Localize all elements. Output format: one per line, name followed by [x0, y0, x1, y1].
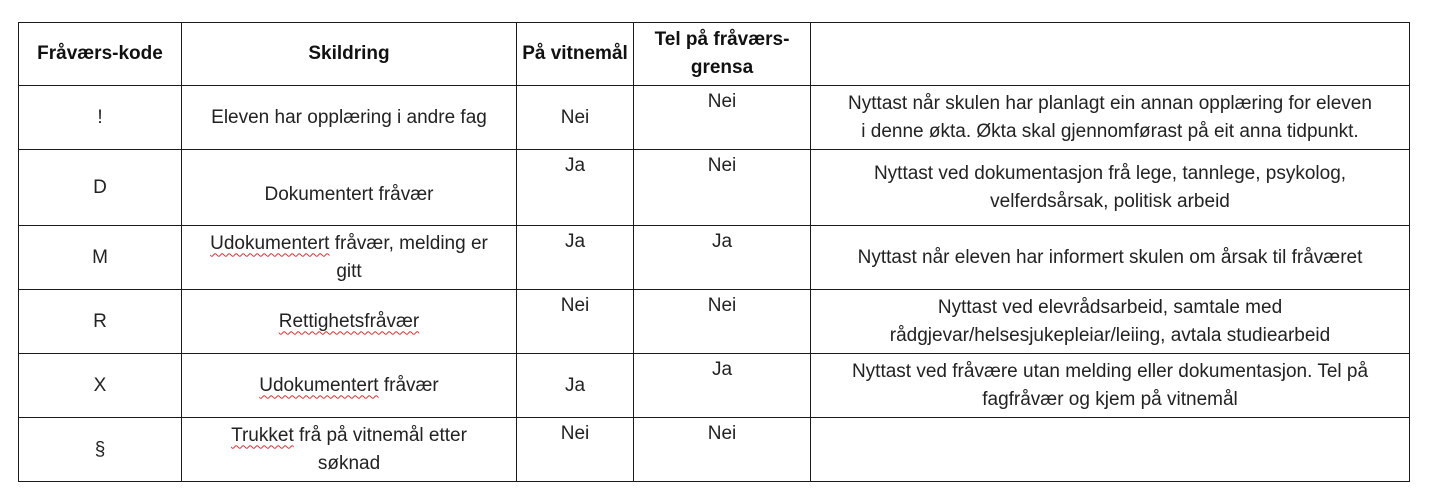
cell-description: [182, 418, 517, 482]
cell-note: [811, 150, 1410, 226]
spellcheck-word: Trukket: [231, 424, 294, 446]
cell-on-diploma: Nei: [517, 418, 634, 482]
header-row: [19, 23, 1410, 86]
description-text: gitt: [336, 260, 362, 282]
header-counts-limit-line2: grensa: [690, 57, 754, 78]
cell-note: [811, 354, 1410, 418]
header-on-diploma: På vitnemål: [517, 23, 634, 86]
cell-code: M: [19, 226, 182, 290]
cell-code: R: [19, 290, 182, 354]
table-row: [19, 418, 1410, 482]
description-text: søknad: [317, 452, 381, 474]
cell-note: Nyttast når eleven har informert skulen om årsak til fråværet: [811, 226, 1410, 290]
spellcheck-word: Rettighetsfråvær: [278, 310, 420, 332]
note-line: Nyttast ved fråvære utan melding eller dokumentasjon. Tel på: [851, 360, 1369, 382]
description-text: fråvær: [378, 374, 439, 396]
cell-counts-limit: Nei: [634, 150, 811, 226]
cell-counts-limit: Ja: [634, 354, 811, 418]
note-line: velferdsårsak, politisk arbeid: [990, 190, 1230, 212]
cell-on-diploma: Ja: [517, 150, 634, 226]
cell-note: [811, 418, 1410, 482]
header-counts-limit-line1: Tel på fråværs-: [654, 29, 790, 50]
cell-note: [811, 86, 1410, 150]
cell-counts-limit: Nei: [634, 290, 811, 354]
description-text: frå på vitnemål etter: [293, 424, 467, 446]
header-description: Skildring: [182, 23, 517, 86]
cell-description: Dokumentert fråvær: [182, 150, 517, 226]
table-row: [19, 354, 1410, 418]
table-row: [19, 150, 1410, 226]
cell-code: X: [19, 354, 182, 418]
note-line: fagfråvær og kjem på vitnemål: [982, 388, 1238, 410]
cell-code: D: [19, 150, 182, 226]
note-line: Nyttast ved elevrådsarbeid, samtale med: [937, 296, 1283, 318]
cell-code: §: [19, 418, 182, 482]
spellcheck-word: Udokumentert: [210, 232, 330, 254]
description-text: fråvær, melding er: [329, 232, 488, 254]
cell-description: Eleven har opplæring i andre fag: [182, 86, 517, 150]
absence-codes-table: [18, 22, 1410, 482]
note-line: rådgjevar/helsesjukepleiar/leiing, avtala studiearbeid: [889, 324, 1331, 346]
table-row: [19, 86, 1410, 150]
cell-counts-limit: Nei: [634, 86, 811, 150]
cell-on-diploma: Ja: [517, 354, 634, 418]
header-code: Fråværs-kode: [19, 23, 182, 86]
cell-description: [182, 226, 517, 290]
note-line: Nyttast når skulen har planlagt ein annan opplæring for eleven: [848, 92, 1372, 114]
header-note: [811, 23, 1410, 86]
cell-on-diploma: Ja: [517, 226, 634, 290]
table-row: [19, 290, 1410, 354]
cell-description: [182, 290, 517, 354]
note-line: Nyttast ved dokumentasjon frå lege, tannlege, psykolog,: [873, 162, 1347, 184]
header-counts-limit: [634, 23, 811, 86]
note-line: i denne økta. Økta skal gjennomførast på eit anna tidpunkt.: [861, 120, 1359, 142]
cell-note: [811, 290, 1410, 354]
cell-counts-limit: Ja: [634, 226, 811, 290]
cell-on-diploma: Nei: [517, 86, 634, 150]
cell-description: [182, 354, 517, 418]
cell-code: !: [19, 86, 182, 150]
cell-counts-limit: Nei: [634, 418, 811, 482]
spellcheck-word: Udokumentert: [259, 374, 379, 396]
cell-on-diploma: Nei: [517, 290, 634, 354]
table-row: [19, 226, 1410, 290]
